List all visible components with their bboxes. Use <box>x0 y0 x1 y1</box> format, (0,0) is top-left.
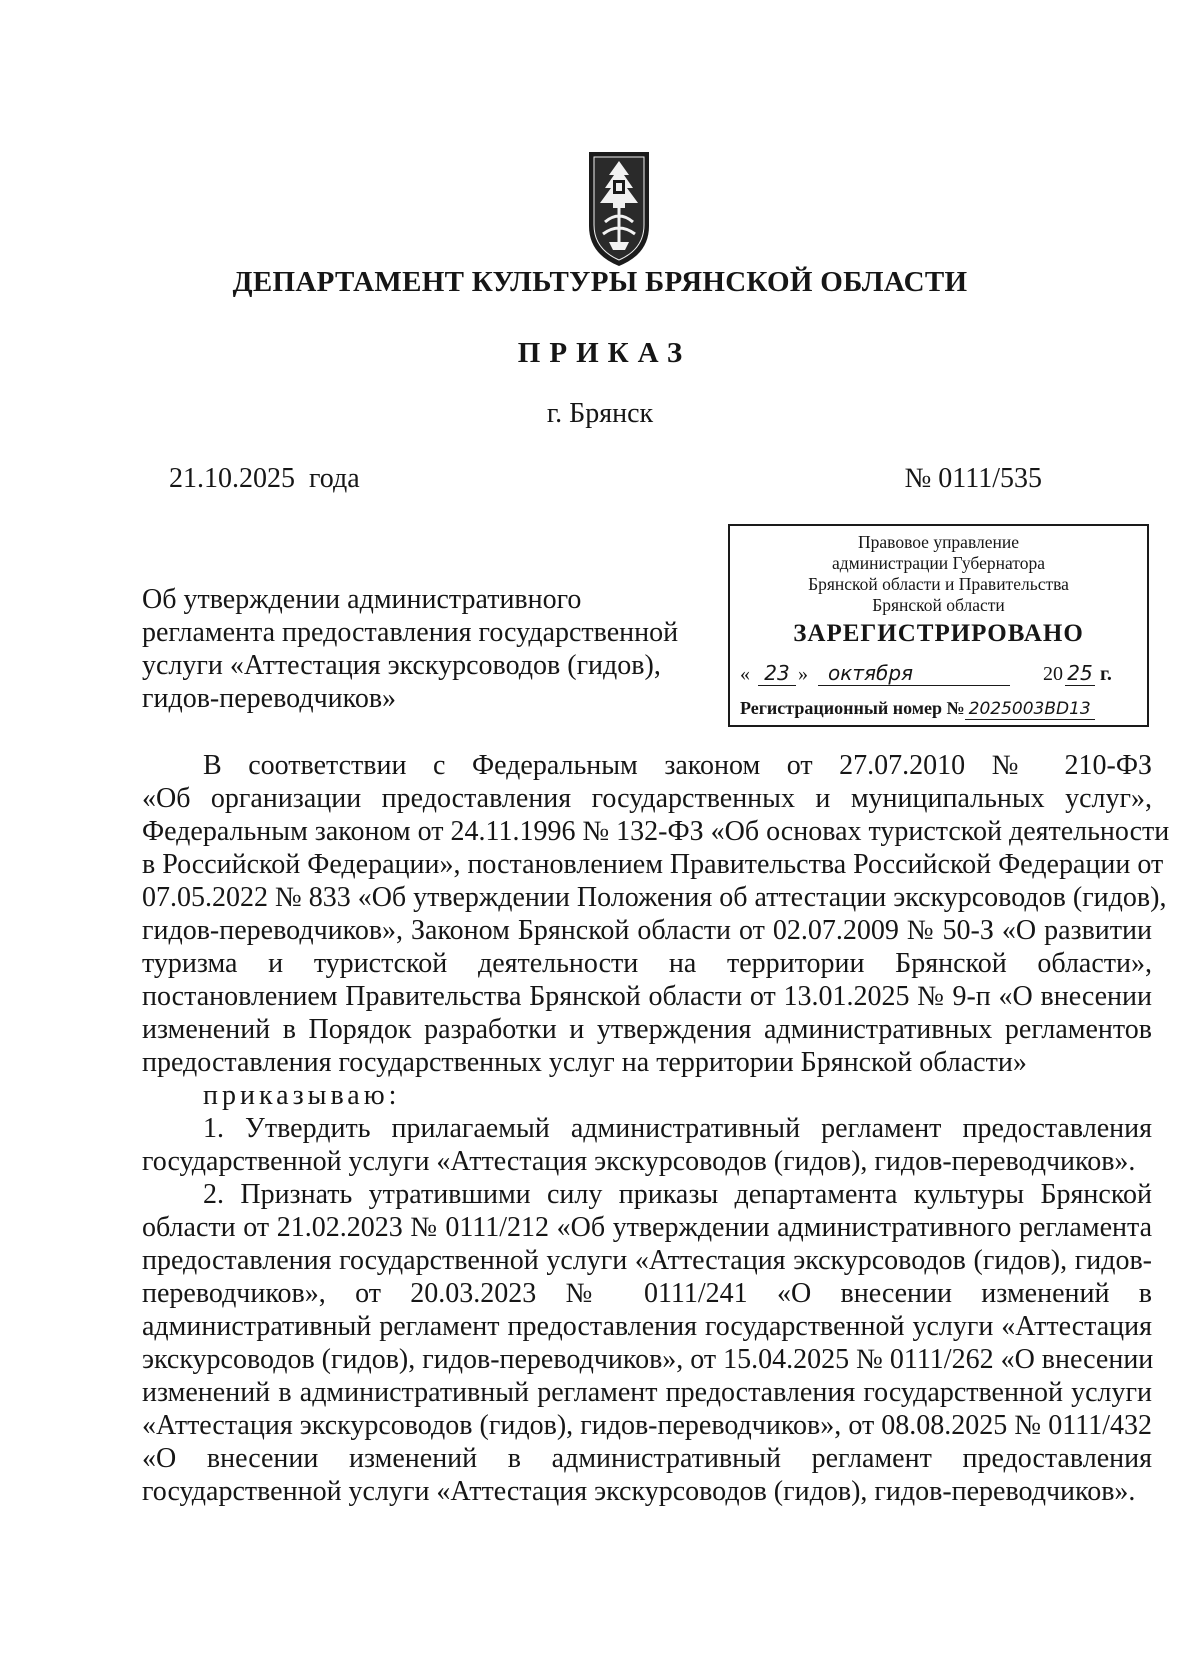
stamp-number-line <box>740 698 1140 720</box>
stamp-org-line: Брянской области <box>872 595 1005 615</box>
preamble-line: постановлением Правительства Брянской области от 13.01.2025 № 9-п «О внесении <box>142 981 1152 1012</box>
item2-line: области от 21.02.2023 № 0111/212 «Об утверждении административного регламента <box>142 1212 1152 1243</box>
order-word: приказываю: <box>203 1080 401 1111</box>
stamp-year-prefix: 20 <box>1043 663 1063 685</box>
city-label: г. Брянск <box>546 398 654 429</box>
order-number: № 0111/535 <box>904 463 1042 494</box>
subject-line: регламента предоставления государственной <box>142 617 679 648</box>
stamp-reg-label: Регистрационный номер № <box>740 698 965 718</box>
stamp-org-line: администрации Губернатора <box>832 553 1045 573</box>
item1-line: 1. Утвердить прилагаемый административный регламент предоставления <box>203 1113 1152 1144</box>
registration-stamp <box>728 524 1149 727</box>
preamble-line: Федеральным законом от 24.11.1996 № 132-ФЗ «Об основах туристской деятельности <box>142 816 1170 847</box>
item2-line: административный регламент предоставления государственной услуги «Аттестация <box>142 1311 1152 1342</box>
subject-line: услуги «Аттестация экскурсоводов (гидов), <box>142 650 661 681</box>
subject-line: Об утверждении административного <box>142 584 582 615</box>
document-type-title: ПРИКАЗ <box>517 337 692 369</box>
item2-line: переводчиков», от 20.03.2023 № 0111/241 «О внесении изменений в <box>142 1278 1152 1309</box>
stamp-status: ЗАРЕГИСТРИРОВАНО <box>793 620 1084 647</box>
preamble-line: 07.05.2022 № 833 «Об утверждении Положения об аттестации экскурсоводов (гидов), <box>142 882 1167 913</box>
stamp-org-line: Брянской области и Правительства <box>808 574 1069 594</box>
item2-line: изменений в административный регламент предоставления государственной услуги <box>142 1377 1152 1408</box>
stamp-day: 23 <box>758 661 796 686</box>
preamble-line: В соответствии с Федеральным законом от 27.07.2010 № 210-ФЗ <box>203 750 1152 781</box>
order-subject <box>142 583 702 715</box>
stamp-month: октября <box>818 661 1010 686</box>
item1-line: государственной услуги «Аттестация экскурсоводов (гидов), гидов-переводчиков». <box>142 1146 1136 1177</box>
stamp-org-line: Правовое управление <box>858 532 1019 552</box>
preamble-line: в Российской Федерации», постановлением Правительства Российской Федерации от <box>142 849 1164 880</box>
item2-line: предоставления государственной услуги «Аттестация экскурсоводов (гидов), гидов- <box>142 1245 1152 1276</box>
preamble-line: «Об организации предоставления государственных и муниципальных услуг», <box>142 783 1152 814</box>
coat-of-arms-emblem <box>585 150 653 268</box>
stamp-date-line: « 23 » октября 20 25 г. <box>740 661 1112 685</box>
stamp-organization <box>730 532 1147 616</box>
item2-line: государственной услуги «Аттестация экскурсоводов (гидов), гидов-переводчиков». <box>142 1476 1136 1507</box>
preamble-line: туризма и туристской деятельности на территории Брянской области», <box>142 948 1152 979</box>
department-title: ДЕПАРТАМЕНТ КУЛЬТУРЫ БРЯНСКОЙ ОБЛАСТИ <box>232 266 968 298</box>
order-body <box>142 749 1170 1508</box>
order-date: 21.10.2025 года <box>169 463 360 494</box>
stamp-year-end: г. <box>1100 663 1112 685</box>
item2-line: «О внесении изменений в административный регламент предоставления <box>142 1443 1152 1474</box>
preamble-line: изменений в Порядок разработки и утверждения административных регламентов <box>142 1014 1152 1045</box>
preamble-line: предоставления государственных услуг на территории Брянской области» <box>142 1047 1027 1078</box>
item2-line: экскурсоводов (гидов), гидов-переводчиков», от 15.04.2025 № 0111/262 «О внесении <box>142 1344 1154 1375</box>
stamp-year-suffix: 25 <box>1065 661 1095 686</box>
stamp-reg-number: 2025003BD13 <box>965 699 1095 720</box>
subject-line: гидов-переводчиков» <box>142 683 397 714</box>
preamble-line: гидов-переводчиков», Законом Брянской области от 02.07.2009 № 50-З «О развитии <box>142 915 1152 946</box>
item2-line: «Аттестация экскурсоводов (гидов), гидов-переводчиков», от 08.08.2025 № 0111/432 <box>142 1410 1152 1441</box>
item2-line: 2. Признать утратившими силу приказы департамента культуры Брянской <box>203 1179 1152 1210</box>
